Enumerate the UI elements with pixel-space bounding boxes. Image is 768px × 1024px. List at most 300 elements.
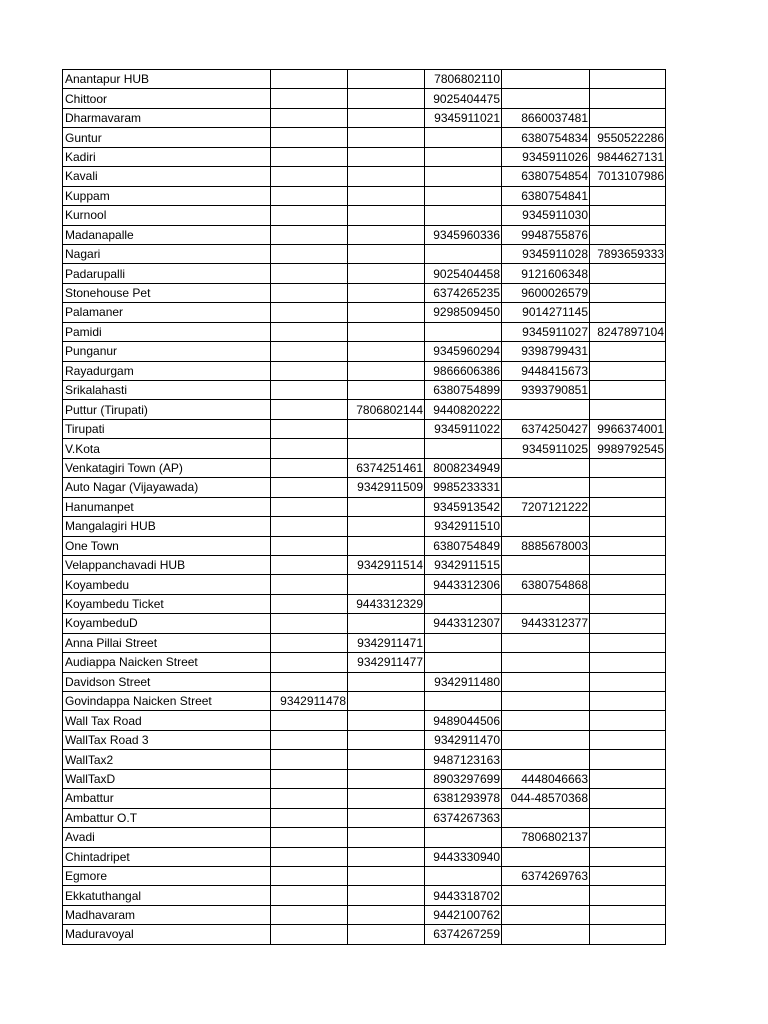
phone-number-cell[interactable]: 9443318702: [425, 886, 502, 905]
phone-number-cell[interactable]: [590, 905, 666, 924]
table-row: [63, 905, 666, 924]
phone-number-cell[interactable]: 9345911026: [502, 147, 590, 166]
phone-number-cell[interactable]: [502, 70, 590, 89]
phone-number-cell[interactable]: [590, 342, 666, 361]
location-name-cell[interactable]: Venkatagiri Town (AP): [63, 458, 271, 477]
table-row: [63, 925, 666, 944]
phone-number-cell[interactable]: [271, 828, 348, 847]
location-name-cell[interactable]: Koyambedu Ticket: [63, 594, 271, 613]
phone-number-cell[interactable]: [425, 322, 502, 341]
phone-number-cell[interactable]: 9443312377: [502, 614, 590, 633]
phone-number-cell[interactable]: 6380754834: [502, 128, 590, 147]
table-row: [63, 225, 666, 244]
phone-number-cell[interactable]: [271, 886, 348, 905]
phone-number-cell[interactable]: 6374251461: [348, 458, 425, 477]
phone-number-cell[interactable]: 9448415673: [502, 361, 590, 380]
phone-number-cell[interactable]: 7207121222: [502, 497, 590, 516]
phone-number-cell[interactable]: [502, 847, 590, 866]
table-row: [63, 342, 666, 361]
phone-number-cell[interactable]: 9342911477: [348, 653, 425, 672]
phone-number-cell[interactable]: 8008234949: [425, 458, 502, 477]
phone-number-cell[interactable]: 9966374001: [590, 419, 666, 438]
phone-number-cell[interactable]: [590, 614, 666, 633]
phone-number-cell[interactable]: 9342911470: [425, 730, 502, 749]
location-name-cell[interactable]: Avadi: [63, 828, 271, 847]
location-name-cell[interactable]: Padarupalli: [63, 264, 271, 283]
location-name-cell[interactable]: Maduravoyal: [63, 925, 271, 944]
phone-number-cell[interactable]: 9345911030: [502, 206, 590, 225]
phone-number-cell[interactable]: 9985233331: [425, 478, 502, 497]
phone-number-cell[interactable]: [348, 244, 425, 263]
location-name-cell[interactable]: Madanapalle: [63, 225, 271, 244]
phone-number-cell[interactable]: [271, 108, 348, 127]
location-name-cell[interactable]: Puttur (Tirupati): [63, 400, 271, 419]
location-name-cell[interactable]: Srikalahasti: [63, 381, 271, 400]
phone-number-cell[interactable]: [271, 439, 348, 458]
table-row: [63, 167, 666, 186]
phone-number-cell[interactable]: [271, 653, 348, 672]
phone-number-cell[interactable]: [348, 750, 425, 769]
phone-number-cell[interactable]: [590, 828, 666, 847]
phone-number-cell[interactable]: [425, 828, 502, 847]
phone-number-cell[interactable]: [348, 225, 425, 244]
phone-number-cell[interactable]: 9342911514: [348, 555, 425, 574]
phone-number-cell[interactable]: [271, 303, 348, 322]
phone-number-cell[interactable]: [590, 361, 666, 380]
phone-number-cell[interactable]: 6380754854: [502, 167, 590, 186]
phone-number-cell[interactable]: 044-48570368: [502, 789, 590, 808]
spreadsheet-table: [62, 69, 666, 945]
phone-number-cell[interactable]: [502, 886, 590, 905]
phone-number-cell[interactable]: [271, 381, 348, 400]
location-name-cell[interactable]: Chintadripet: [63, 847, 271, 866]
phone-number-cell[interactable]: [271, 458, 348, 477]
phone-number-cell[interactable]: 9342911509: [348, 478, 425, 497]
location-name-cell[interactable]: Dharmavaram: [63, 108, 271, 127]
phone-number-cell[interactable]: 8247897104: [590, 322, 666, 341]
location-name-cell[interactable]: Davidson Street: [63, 672, 271, 691]
phone-number-cell[interactable]: [590, 186, 666, 205]
location-name-cell[interactable]: Mangalagiri HUB: [63, 517, 271, 536]
phone-number-cell[interactable]: [590, 264, 666, 283]
phone-number-cell[interactable]: 9025404458: [425, 264, 502, 283]
phone-number-cell[interactable]: 9014271145: [502, 303, 590, 322]
phone-number-cell[interactable]: [502, 692, 590, 711]
phone-number-cell[interactable]: 9440820222: [425, 400, 502, 419]
phone-number-cell[interactable]: [271, 244, 348, 263]
location-name-cell[interactable]: Kavali: [63, 167, 271, 186]
phone-number-cell[interactable]: 6374267259: [425, 925, 502, 944]
phone-number-cell[interactable]: 9844627131: [590, 147, 666, 166]
phone-number-cell[interactable]: [271, 342, 348, 361]
phone-number-cell[interactable]: [271, 536, 348, 555]
phone-number-cell[interactable]: [271, 128, 348, 147]
phone-number-cell[interactable]: [271, 147, 348, 166]
phone-number-cell[interactable]: 9342911510: [425, 517, 502, 536]
phone-number-cell[interactable]: [271, 633, 348, 652]
phone-number-cell[interactable]: 7806802137: [502, 828, 590, 847]
phone-number-cell[interactable]: [590, 750, 666, 769]
phone-number-cell[interactable]: 9393790851: [502, 381, 590, 400]
phone-number-cell[interactable]: [348, 692, 425, 711]
phone-number-cell[interactable]: [271, 905, 348, 924]
phone-number-cell[interactable]: [590, 808, 666, 827]
table-row: [63, 206, 666, 225]
phone-number-cell[interactable]: 9345960336: [425, 225, 502, 244]
phone-number-cell[interactable]: [590, 303, 666, 322]
phone-number-cell[interactable]: 6380754868: [502, 575, 590, 594]
phone-number-cell[interactable]: [271, 497, 348, 516]
phone-number-cell[interactable]: 6374265235: [425, 283, 502, 302]
location-name-cell[interactable]: Ekkatuthangal: [63, 886, 271, 905]
location-name-cell[interactable]: KoyambeduD: [63, 614, 271, 633]
phone-number-cell[interactable]: 6374267363: [425, 808, 502, 827]
phone-number-cell[interactable]: [271, 283, 348, 302]
table-row: [63, 381, 666, 400]
table-row: [63, 672, 666, 691]
phone-number-cell[interactable]: [425, 692, 502, 711]
phone-number-cell[interactable]: [425, 439, 502, 458]
phone-number-cell[interactable]: 9345911022: [425, 419, 502, 438]
phone-number-cell[interactable]: [348, 89, 425, 108]
phone-number-cell[interactable]: [271, 750, 348, 769]
phone-number-cell[interactable]: [271, 730, 348, 749]
phone-number-cell[interactable]: 9398799431: [502, 342, 590, 361]
location-name-cell[interactable]: Palamaner: [63, 303, 271, 322]
phone-number-cell[interactable]: [590, 575, 666, 594]
phone-number-cell[interactable]: [271, 70, 348, 89]
phone-number-cell[interactable]: [590, 70, 666, 89]
phone-number-cell[interactable]: 9342911478: [271, 692, 348, 711]
phone-number-cell[interactable]: 9345911025: [502, 439, 590, 458]
location-name-cell[interactable]: Rayadurgam: [63, 361, 271, 380]
phone-number-cell[interactable]: [348, 186, 425, 205]
table-row: [63, 244, 666, 263]
phone-number-cell[interactable]: [502, 89, 590, 108]
phone-number-cell[interactable]: [348, 342, 425, 361]
location-name-cell[interactable]: Kadiri: [63, 147, 271, 166]
phone-number-cell[interactable]: [348, 847, 425, 866]
phone-number-cell[interactable]: 9948755876: [502, 225, 590, 244]
phone-number-cell[interactable]: [271, 575, 348, 594]
phone-number-cell[interactable]: 9342911471: [348, 633, 425, 652]
table-row: [63, 808, 666, 827]
spreadsheet-body: [63, 70, 666, 945]
table-row: [63, 70, 666, 89]
location-name-cell[interactable]: Koyambedu: [63, 575, 271, 594]
location-name-cell[interactable]: WallTax2: [63, 750, 271, 769]
phone-number-cell[interactable]: [348, 614, 425, 633]
phone-number-cell[interactable]: [502, 905, 590, 924]
phone-number-cell[interactable]: 9345911021: [425, 108, 502, 127]
phone-number-cell[interactable]: [502, 672, 590, 691]
phone-number-cell[interactable]: [348, 283, 425, 302]
phone-number-cell[interactable]: 9443312307: [425, 614, 502, 633]
phone-number-cell[interactable]: [271, 925, 348, 944]
phone-number-cell[interactable]: [502, 730, 590, 749]
phone-number-cell[interactable]: [425, 244, 502, 263]
location-name-cell[interactable]: One Town: [63, 536, 271, 555]
table-row: [63, 886, 666, 905]
location-name-cell[interactable]: Guntur: [63, 128, 271, 147]
phone-number-cell[interactable]: [590, 517, 666, 536]
phone-number-cell[interactable]: [425, 206, 502, 225]
phone-number-cell[interactable]: [271, 672, 348, 691]
phone-number-cell[interactable]: 9345911027: [502, 322, 590, 341]
phone-number-cell[interactable]: [348, 808, 425, 827]
table-row: [63, 458, 666, 477]
phone-number-cell[interactable]: [590, 769, 666, 788]
location-name-cell[interactable]: Govindappa Naicken Street: [63, 692, 271, 711]
location-name-cell[interactable]: WallTaxD: [63, 769, 271, 788]
location-name-cell[interactable]: V.Kota: [63, 439, 271, 458]
phone-number-cell[interactable]: [348, 517, 425, 536]
phone-number-cell[interactable]: [348, 128, 425, 147]
phone-number-cell[interactable]: 8903297699: [425, 769, 502, 788]
phone-number-cell[interactable]: [590, 692, 666, 711]
location-name-cell[interactable]: Anna Pillai Street: [63, 633, 271, 652]
table-row: [63, 769, 666, 788]
phone-number-cell[interactable]: [271, 711, 348, 730]
phone-number-cell[interactable]: [348, 730, 425, 749]
phone-number-cell[interactable]: [590, 594, 666, 613]
phone-number-cell[interactable]: [348, 322, 425, 341]
location-name-cell[interactable]: WallTax Road 3: [63, 730, 271, 749]
phone-number-cell[interactable]: [271, 478, 348, 497]
phone-number-cell[interactable]: [590, 730, 666, 749]
phone-number-cell[interactable]: [590, 478, 666, 497]
phone-number-cell[interactable]: [348, 167, 425, 186]
phone-number-cell[interactable]: [348, 711, 425, 730]
location-name-cell[interactable]: Auto Nagar (Vijayawada): [63, 478, 271, 497]
phone-number-cell[interactable]: 8660037481: [502, 108, 590, 127]
phone-number-cell[interactable]: [502, 750, 590, 769]
phone-number-cell[interactable]: 9345913542: [425, 497, 502, 516]
phone-number-cell[interactable]: [590, 925, 666, 944]
table-row: [63, 789, 666, 808]
phone-number-cell[interactable]: [348, 419, 425, 438]
phone-number-cell[interactable]: [348, 575, 425, 594]
phone-number-cell[interactable]: 6374269763: [502, 866, 590, 885]
phone-number-cell[interactable]: 9989792545: [590, 439, 666, 458]
phone-number-cell[interactable]: [348, 886, 425, 905]
table-row: [63, 711, 666, 730]
phone-number-cell[interactable]: [590, 400, 666, 419]
phone-number-cell[interactable]: [502, 594, 590, 613]
phone-number-cell[interactable]: [425, 147, 502, 166]
phone-number-cell[interactable]: [348, 925, 425, 944]
location-name-cell[interactable]: Kurnool: [63, 206, 271, 225]
table-row: [63, 439, 666, 458]
phone-number-cell[interactable]: [271, 555, 348, 574]
phone-number-cell[interactable]: [271, 225, 348, 244]
phone-number-cell[interactable]: [348, 381, 425, 400]
phone-number-cell[interactable]: 9443330940: [425, 847, 502, 866]
phone-number-cell[interactable]: [502, 633, 590, 652]
table-row: [63, 828, 666, 847]
location-name-cell[interactable]: Pamidi: [63, 322, 271, 341]
location-name-cell[interactable]: Wall Tax Road: [63, 711, 271, 730]
phone-number-cell[interactable]: [502, 555, 590, 574]
phone-number-cell[interactable]: [590, 847, 666, 866]
phone-number-cell[interactable]: [590, 497, 666, 516]
phone-number-cell[interactable]: [348, 789, 425, 808]
phone-number-cell[interactable]: [348, 361, 425, 380]
phone-number-cell[interactable]: 9342911515: [425, 555, 502, 574]
phone-number-cell[interactable]: [271, 769, 348, 788]
phone-number-cell[interactable]: 8885678003: [502, 536, 590, 555]
phone-number-cell[interactable]: 9298509450: [425, 303, 502, 322]
phone-number-cell[interactable]: [271, 89, 348, 108]
phone-number-cell[interactable]: [590, 108, 666, 127]
phone-number-cell[interactable]: [271, 789, 348, 808]
phone-number-cell[interactable]: [425, 653, 502, 672]
phone-number-cell[interactable]: [590, 672, 666, 691]
location-name-cell[interactable]: Punganur: [63, 342, 271, 361]
location-name-cell[interactable]: Kuppam: [63, 186, 271, 205]
phone-number-cell[interactable]: [590, 536, 666, 555]
location-name-cell[interactable]: Chittoor: [63, 89, 271, 108]
phone-number-cell[interactable]: [348, 108, 425, 127]
phone-number-cell[interactable]: 9345960294: [425, 342, 502, 361]
phone-number-cell[interactable]: 9025404475: [425, 89, 502, 108]
phone-number-cell[interactable]: [590, 89, 666, 108]
table-row: [63, 536, 666, 555]
table-row: [63, 555, 666, 574]
phone-number-cell[interactable]: [502, 458, 590, 477]
phone-number-cell[interactable]: 6380754841: [502, 186, 590, 205]
phone-number-cell[interactable]: [348, 536, 425, 555]
phone-number-cell[interactable]: [590, 206, 666, 225]
phone-number-cell[interactable]: [348, 828, 425, 847]
phone-number-cell[interactable]: 6380754849: [425, 536, 502, 555]
phone-number-cell[interactable]: 9442100762: [425, 905, 502, 924]
location-name-cell[interactable]: Anantapur HUB: [63, 70, 271, 89]
phone-number-cell[interactable]: 9342911480: [425, 672, 502, 691]
phone-number-cell[interactable]: [271, 167, 348, 186]
table-row: [63, 361, 666, 380]
phone-number-cell[interactable]: [271, 614, 348, 633]
phone-number-cell[interactable]: 7806802110: [425, 70, 502, 89]
phone-number-cell[interactable]: 9487123163: [425, 750, 502, 769]
location-name-cell[interactable]: Audiappa Naicken Street: [63, 653, 271, 672]
phone-number-cell[interactable]: 9345911028: [502, 244, 590, 263]
phone-number-cell[interactable]: [502, 400, 590, 419]
phone-number-cell[interactable]: [590, 711, 666, 730]
table-row: [63, 147, 666, 166]
location-name-cell[interactable]: Velappanchavadi HUB: [63, 555, 271, 574]
phone-number-cell[interactable]: 9550522286: [590, 128, 666, 147]
phone-number-cell[interactable]: [271, 322, 348, 341]
phone-number-cell[interactable]: [590, 866, 666, 885]
phone-number-cell[interactable]: [590, 381, 666, 400]
phone-number-cell[interactable]: 9866606386: [425, 361, 502, 380]
phone-number-cell[interactable]: [502, 517, 590, 536]
location-name-cell[interactable]: Tirupati: [63, 419, 271, 438]
table-row: [63, 303, 666, 322]
phone-number-cell[interactable]: 7806802144: [348, 400, 425, 419]
table-row: [63, 186, 666, 205]
phone-number-cell[interactable]: 9121606348: [502, 264, 590, 283]
table-row: [63, 692, 666, 711]
phone-number-cell[interactable]: 7013107986: [590, 167, 666, 186]
phone-number-cell[interactable]: [271, 361, 348, 380]
phone-number-cell[interactable]: 9489044506: [425, 711, 502, 730]
location-name-cell[interactable]: Nagari: [63, 244, 271, 263]
phone-number-cell[interactable]: [502, 478, 590, 497]
phone-number-cell[interactable]: 4448046663: [502, 769, 590, 788]
location-name-cell[interactable]: Ambattur O.T: [63, 808, 271, 827]
phone-number-cell[interactable]: [271, 517, 348, 536]
phone-number-cell[interactable]: [348, 672, 425, 691]
phone-number-cell[interactable]: [590, 555, 666, 574]
phone-number-cell[interactable]: [425, 866, 502, 885]
phone-number-cell[interactable]: [348, 769, 425, 788]
phone-number-cell[interactable]: [271, 400, 348, 419]
phone-number-cell[interactable]: [425, 633, 502, 652]
phone-number-cell[interactable]: [348, 264, 425, 283]
phone-number-cell[interactable]: [348, 439, 425, 458]
phone-number-cell[interactable]: [502, 925, 590, 944]
phone-number-cell[interactable]: [271, 264, 348, 283]
phone-number-cell[interactable]: [425, 167, 502, 186]
phone-number-cell[interactable]: [271, 206, 348, 225]
phone-number-cell[interactable]: [271, 419, 348, 438]
phone-number-cell[interactable]: [502, 711, 590, 730]
phone-number-cell[interactable]: [502, 653, 590, 672]
phone-number-cell[interactable]: [590, 225, 666, 244]
phone-number-cell[interactable]: [348, 866, 425, 885]
phone-number-cell[interactable]: [502, 808, 590, 827]
phone-number-cell[interactable]: [348, 70, 425, 89]
phone-number-cell[interactable]: [590, 633, 666, 652]
phone-number-cell[interactable]: [271, 186, 348, 205]
phone-number-cell[interactable]: [348, 206, 425, 225]
phone-number-cell[interactable]: 9443312306: [425, 575, 502, 594]
phone-number-cell[interactable]: [590, 458, 666, 477]
phone-number-cell[interactable]: [271, 808, 348, 827]
table-row: [63, 322, 666, 341]
location-name-cell[interactable]: Egmore: [63, 866, 271, 885]
phone-number-cell[interactable]: [348, 147, 425, 166]
phone-number-cell[interactable]: [590, 886, 666, 905]
phone-number-cell[interactable]: [348, 905, 425, 924]
phone-number-cell[interactable]: 9443312329: [348, 594, 425, 613]
phone-number-cell[interactable]: [425, 128, 502, 147]
phone-number-cell[interactable]: [590, 789, 666, 808]
phone-number-cell[interactable]: [271, 847, 348, 866]
phone-number-cell[interactable]: [348, 497, 425, 516]
phone-number-cell[interactable]: 9600026579: [502, 283, 590, 302]
phone-number-cell[interactable]: [271, 594, 348, 613]
phone-number-cell[interactable]: 6381293978: [425, 789, 502, 808]
table-row: [63, 89, 666, 108]
phone-number-cell[interactable]: [425, 594, 502, 613]
table-row: [63, 283, 666, 302]
phone-number-cell[interactable]: 6374250427: [502, 419, 590, 438]
phone-number-cell[interactable]: 7893659333: [590, 244, 666, 263]
phone-number-cell[interactable]: [425, 186, 502, 205]
location-name-cell[interactable]: Hanumanpet: [63, 497, 271, 516]
location-name-cell[interactable]: Stonehouse Pet: [63, 283, 271, 302]
location-name-cell[interactable]: Ambattur: [63, 789, 271, 808]
phone-number-cell[interactable]: [348, 303, 425, 322]
phone-number-cell[interactable]: [271, 866, 348, 885]
phone-number-cell[interactable]: [590, 653, 666, 672]
phone-number-cell[interactable]: [590, 283, 666, 302]
location-name-cell[interactable]: Madhavaram: [63, 905, 271, 924]
phone-number-cell[interactable]: 6380754899: [425, 381, 502, 400]
